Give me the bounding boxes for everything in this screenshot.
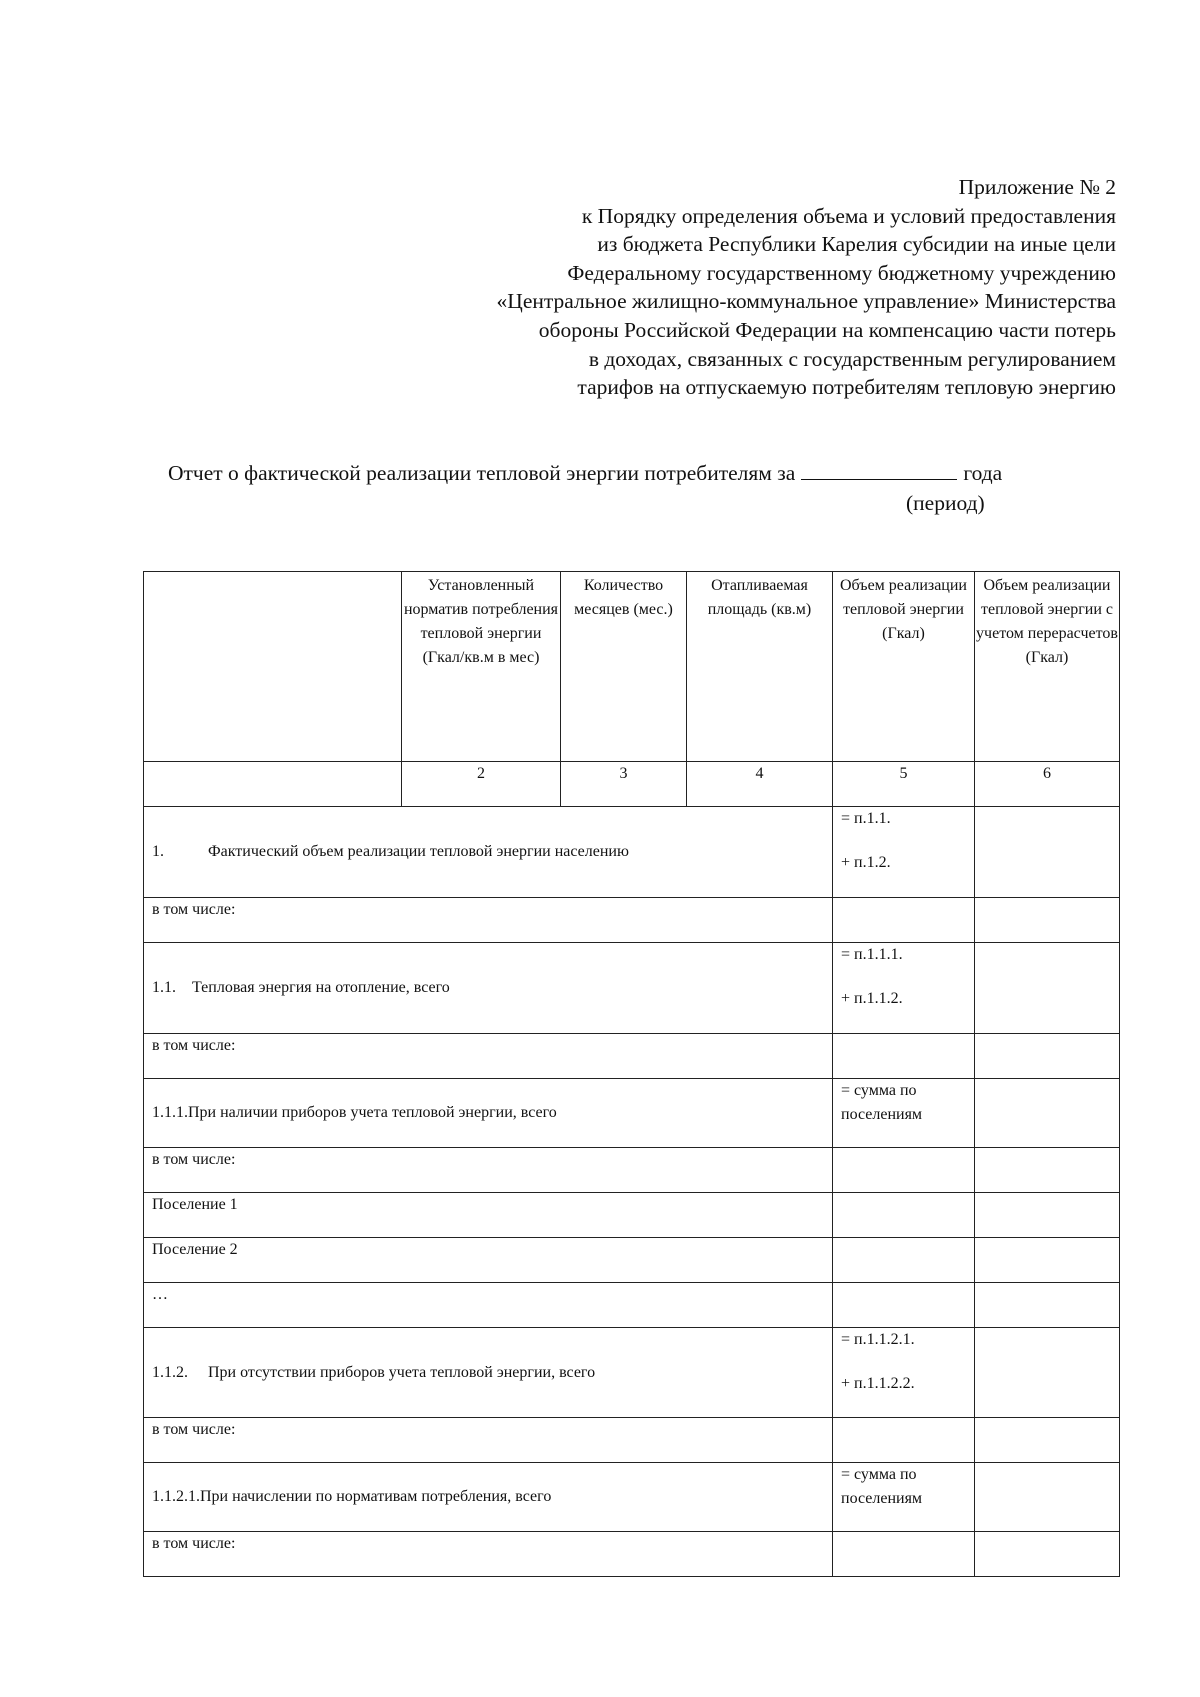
header-cell-1 <box>144 572 402 762</box>
formula-line: = п.1.1. <box>841 810 891 827</box>
period-note: (период) <box>906 491 985 515</box>
value-cell <box>833 1034 975 1079</box>
value-cell <box>975 1418 1120 1463</box>
row-label: в том числе: <box>144 1418 833 1463</box>
table-row <box>144 1148 1120 1193</box>
column-number: 2 <box>402 762 561 807</box>
row-label: Поселение 1 <box>144 1193 833 1238</box>
row-number: 1.1. <box>152 979 176 996</box>
report-title-suffix: года <box>963 461 1003 485</box>
value-cell <box>975 898 1120 943</box>
appendix-line: из бюджета Республики Карелия субсидии на иные цели <box>597 232 1116 257</box>
header-cell-norm: Установленный норматив потребления тепловой энергии (Гкал/кв.м в мес) <box>402 572 561 762</box>
report-table <box>143 571 1120 1577</box>
appendix-line: обороны Российской Федерации на компенсацию части потерь <box>538 317 1116 342</box>
table-row <box>144 1328 1120 1418</box>
column-number <box>144 762 402 807</box>
table-row <box>144 1079 1120 1148</box>
appendix-line: тарифов на отпускаемую потребителям тепловую энергию <box>577 375 1116 400</box>
formula-cell <box>833 1463 975 1532</box>
formula-line: + п.1.2. <box>841 854 891 871</box>
formula-line: = п.1.1.1. <box>841 946 903 963</box>
row-label: … <box>144 1283 833 1328</box>
value-cell <box>975 1328 1120 1418</box>
row-label <box>144 1328 833 1418</box>
formula-line: + п.1.1.2.2. <box>841 1375 915 1392</box>
formula-line: поселениям <box>841 1490 923 1507</box>
value-cell <box>833 898 975 943</box>
row-label <box>144 943 833 1034</box>
appendix-line: в доходах, связанных с государственным регулированием <box>588 346 1116 371</box>
period-blank-line <box>801 461 957 480</box>
appendix-line: «Центральное жилищно-коммунальное управление» Министерства <box>496 289 1116 314</box>
formula-line: поселениям <box>841 1106 923 1123</box>
value-cell <box>975 1238 1120 1283</box>
header-cell-months: Количество месяцев (мес.) <box>561 572 687 762</box>
column-number: 5 <box>833 762 975 807</box>
row-label <box>144 1463 833 1532</box>
row-label: в том числе: <box>144 1532 833 1577</box>
formula-cell <box>833 1079 975 1148</box>
value-cell <box>975 1148 1120 1193</box>
value-cell <box>833 1283 975 1328</box>
header-cell-area: Отапливаемая площадь (кв.м) <box>687 572 833 762</box>
row-text: При отсутствии приборов учета тепловой энергии, всего <box>208 1363 596 1381</box>
report-title <box>168 461 1002 486</box>
table-header-row <box>144 572 1120 762</box>
table-row <box>144 1283 1120 1328</box>
formula-line: = п.1.1.2.1. <box>841 1331 915 1348</box>
value-cell <box>975 807 1120 898</box>
value-cell <box>833 1193 975 1238</box>
row-label: в том числе: <box>144 1148 833 1193</box>
table-row <box>144 1193 1120 1238</box>
table-row <box>144 898 1120 943</box>
value-cell <box>975 1463 1120 1532</box>
value-cell <box>975 1283 1120 1328</box>
appendix-header <box>356 173 1116 402</box>
table-row <box>144 1532 1120 1577</box>
column-number: 3 <box>561 762 687 807</box>
row-label <box>144 1079 833 1148</box>
row-number: 1. <box>152 843 164 860</box>
table-row <box>144 1418 1120 1463</box>
column-number: 6 <box>975 762 1120 807</box>
table-row <box>144 1238 1120 1283</box>
value-cell <box>833 1148 975 1193</box>
table-row <box>144 1463 1120 1532</box>
appendix-line: Федеральному государственному бюджетному учреждению <box>567 260 1116 285</box>
appendix-line: к Порядку определения объема и условий предоставления <box>581 203 1116 228</box>
formula-line: + п.1.1.2. <box>841 990 903 1007</box>
value-cell <box>833 1418 975 1463</box>
formula-line: = сумма по <box>841 1082 917 1099</box>
row-text: Фактический объем реализации тепловой энергии населению <box>208 843 629 860</box>
appendix-line: Приложение № 2 <box>958 175 1116 199</box>
row-label: в том числе: <box>144 898 833 943</box>
value-cell <box>975 1193 1120 1238</box>
row-label: в том числе: <box>144 1034 833 1079</box>
row-number: 1.1.2.1. <box>152 1488 200 1505</box>
row-text: При начислении по нормативам потребления, всего <box>200 1488 552 1505</box>
column-number-row <box>144 762 1120 807</box>
formula-line: = сумма по <box>841 1466 917 1483</box>
header-cell-volume-recalc: Объем реализации тепловой энергии с учетом перерасчетов (Гкал) <box>975 572 1120 762</box>
formula-cell <box>833 1328 975 1418</box>
value-cell <box>975 1532 1120 1577</box>
row-label <box>144 807 833 898</box>
table-row <box>144 1034 1120 1079</box>
value-cell <box>975 1034 1120 1079</box>
row-number: 1.1.2. <box>152 1363 188 1381</box>
row-text: При наличии приборов учета тепловой энергии, всего <box>188 1104 557 1121</box>
header-cell-volume: Объем реализации тепловой энергии (Гкал) <box>833 572 975 762</box>
formula-cell <box>833 807 975 898</box>
table-row <box>144 807 1120 898</box>
row-text: Тепловая энергия на отопление, всего <box>192 979 450 996</box>
value-cell <box>833 1238 975 1283</box>
table-row <box>144 943 1120 1034</box>
column-number: 4 <box>687 762 833 807</box>
value-cell <box>975 1079 1120 1148</box>
value-cell <box>833 1532 975 1577</box>
row-number: 1.1.1. <box>152 1104 188 1121</box>
report-title-text: Отчет о фактической реализации тепловой энергии потребителям за <box>168 461 796 485</box>
value-cell <box>975 943 1120 1034</box>
formula-cell <box>833 943 975 1034</box>
row-label: Поселение 2 <box>144 1238 833 1283</box>
